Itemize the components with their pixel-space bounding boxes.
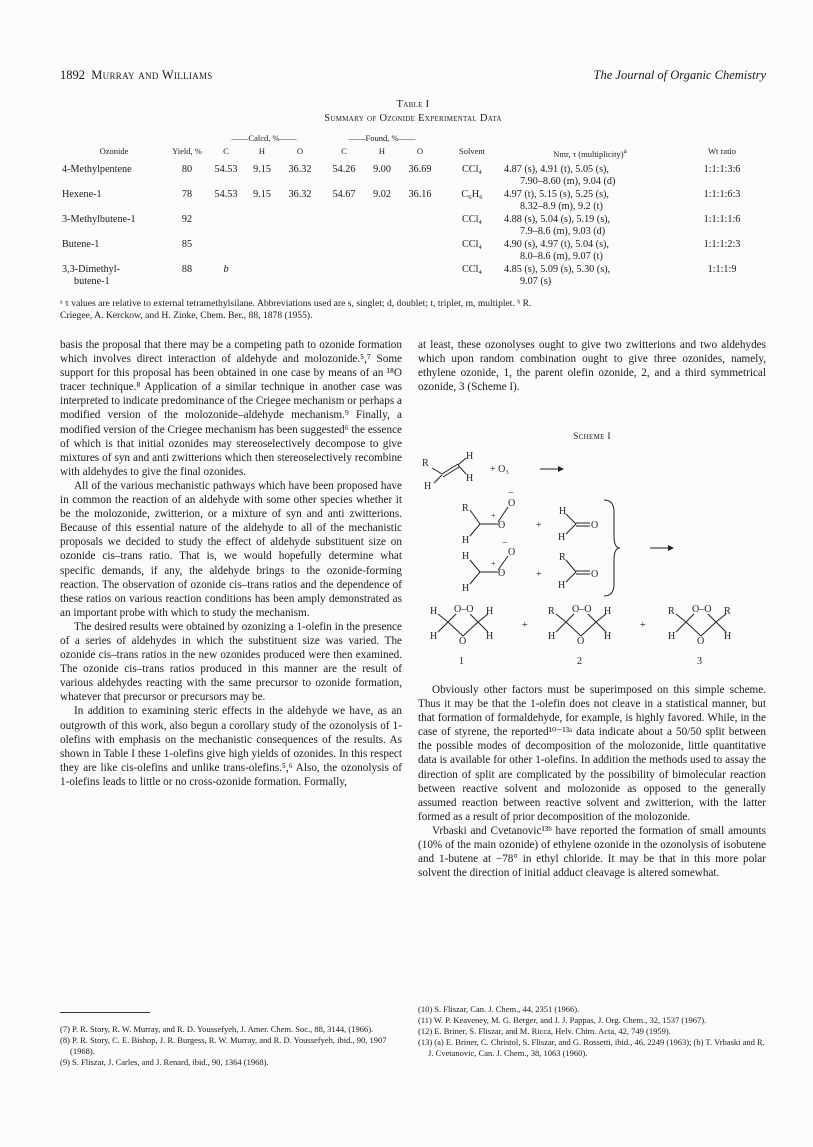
svg-text:+: + <box>491 559 496 568</box>
svg-text:H: H <box>558 580 566 591</box>
col-calc-c: C <box>223 145 229 156</box>
olefin-structure <box>432 458 466 483</box>
svg-text:H: H <box>466 451 474 462</box>
svg-text:H: H <box>604 631 612 642</box>
svg-text:O–O: O–O <box>692 604 712 615</box>
brace <box>604 500 620 596</box>
references-left <box>60 1024 400 1068</box>
reference: (11) W. P. Keaveney, M. G. Berger, and J. J. Pappas, J. Org. Chem., 32, 1537 (1967). <box>418 1015 707 1025</box>
arrow-icon <box>650 545 674 551</box>
svg-text:O: O <box>459 636 467 647</box>
svg-text:O: O <box>591 569 599 580</box>
svg-text:H: H <box>548 631 556 642</box>
svg-text:H: H <box>466 473 474 484</box>
col-found-c: C <box>341 145 347 156</box>
col-calc-o: O <box>296 145 304 156</box>
svg-text:R: R <box>548 606 555 617</box>
svg-text:H: H <box>604 606 612 617</box>
svg-text:O–O: O–O <box>572 604 592 615</box>
reference: (8) P. R. Story, C. E. Bishop, J. R. Burgess, R. W. Murray, and R. D. Youssefyeh, ibid., 90, 1907 (1968). <box>60 1035 387 1056</box>
reference: (9) S. Fliszar, J. Carles, and J. Renard, ibid., 90, 1364 (1968). <box>60 1057 269 1067</box>
svg-text:O–O: O–O <box>454 604 474 615</box>
svg-text:O: O <box>697 636 705 647</box>
svg-text:+: + <box>491 511 496 520</box>
table-row: 4-Methylpentene 80 54.53 9.15 36.32 54.26 9.00 36.69 CCl₄ 4.87 (s), 4.91 (t), 5.05 (s), 7.90–8.60 (m), 9.04 (d) 1:1:1:3:6 <box>62 163 741 188</box>
svg-text:O: O <box>577 636 585 647</box>
table-caption <box>60 98 766 126</box>
svg-text:H: H <box>430 631 438 642</box>
running-header <box>60 68 766 88</box>
svg-text:−: − <box>508 488 514 499</box>
svg-text:+: + <box>522 620 528 631</box>
page-number-authors: 1892 Murray and Williams <box>60 68 213 82</box>
table-label: Table I <box>396 99 430 110</box>
scheme-diagram <box>418 432 766 672</box>
svg-text:R: R <box>462 503 469 514</box>
paragraph: All of the various mechanistic pathways which have been proposed have in common the reaction of an aldehyde with some other species whether it be the molozonide, zwitterion, or a mixture of syn and anti zwitterions. Because of this essential nature of the aldehyde to all of the mechanistic proposals we decided to study the effect of aldehyde substituent size on ozonide cis–trans ratio. That is, we would hopefully determine what specific demands, if any, the aldehyde brings to the ozonide-forming reaction. The observation of ozonide cis–trans ratios and the dependence of these ratios on various reaction conditions has been amply demonstrated as an important probe with which to study the mechanism. <box>60 479 402 619</box>
svg-text:O: O <box>508 547 516 558</box>
svg-text:−: − <box>502 538 508 549</box>
reference: (13) (a) E. Briner, C. Christol, S. Fliszar, and G. Rossetti, ibid., 46, 2249 (1963); (b) T. Vrbaski and R. J. Cvetanovic, Can. J. Chem., 38, 1063 (1960). <box>418 1037 765 1058</box>
paragraph: In addition to examining steric effects in the aldehyde we have, as an outgrowth of this work, also begun a corollary study of the ozonolysis of 1-olefins with emphasis on the mechanistic consequences of the results. As shown in Table I these 1-olefins give high yields of ozonides. In this respect they are like cis-olefins and unlike trans-olefins.⁵,⁶ Also, the ozonolysis of 1-olefins leads to little or no cross-ozonide formation. Formally, <box>60 705 402 788</box>
paragraph: basis the proposal that there may be a competing path to ozonide formation which involves direct interaction of aldehyde and molozonide.⁵,⁷ Some support for this proposal has been obtained in one case by means of an ¹⁸O tracer technique.⁸ Application of a similar technique in another case was interpreted to indicate predominance of the Criegee mechanism or perhaps a modified version of the molozonide–aldehyde mechanism.⁹ Finally, a modified version of the Criegee mechanism has been suggested⁶ the essence of which is that initial ozonides may stereoselectively decompose to give mixtures of syn and anti zwitterions which then stereoselectively recombine with aldehydes to give the final ozonides. <box>60 339 402 478</box>
scheme-i <box>418 432 766 672</box>
col-found-o: O <box>416 145 424 156</box>
reference: (10) S. Fliszar, Can. J. Chem., 44, 2351 (1966). <box>418 1004 580 1014</box>
col-found-h: H <box>378 145 386 156</box>
col-calc-h: H <box>258 145 266 156</box>
table-footnote: ᵃ τ values are relative to external tetramethylsilane. Abbreviations used are s, singlet; d, doublet; t, triplet, m, multiplet. ᵇ R. Criegee, A. Kerckow, and H. Zinke, Chem. Ber., 88, 1878 (1955). <box>60 298 532 321</box>
col-solvent: Solvent <box>459 145 485 156</box>
svg-text:H: H <box>486 606 494 617</box>
ozonide-label-2: 2 <box>577 656 582 667</box>
table-title: Summary of Ozonide Experimental Data <box>324 113 502 124</box>
left-column <box>60 338 402 789</box>
svg-text:O: O <box>508 498 516 509</box>
table-group-header <box>60 132 766 145</box>
arrow-icon <box>540 466 564 472</box>
ozonide-structures <box>438 614 726 636</box>
col-wt-ratio: Wt ratio <box>707 145 737 156</box>
right-column-bottom <box>418 683 766 880</box>
svg-text:H: H <box>668 631 676 642</box>
col-nmr: Nmr, τ (multiplicity)$^a$ <box>553 146 627 159</box>
calcd-group-label: ——Calcd, %—— <box>231 133 297 143</box>
svg-text:H: H <box>558 532 566 543</box>
ozonide-label-1: 1 <box>459 656 464 667</box>
svg-text:H: H <box>424 481 432 492</box>
reference: (7) P. R. Story, R. W. Murray, and R. D. Youssefyeh, J. Amer. Chem. Soc., 88, 3144, (1966). <box>60 1024 374 1034</box>
svg-text:R: R <box>724 606 731 617</box>
svg-text:H: H <box>559 506 567 517</box>
table-row: Hexene-1 78 54.53 9.15 36.32 54.67 9.02 36.16 C₆H₆ 4.97 (t), 5.15 (s), 5.25 (s), 8.32–8.9 (m), 9.2 (t) 1:1:1:6:3 <box>62 188 741 213</box>
svg-text:R: R <box>668 606 675 617</box>
svg-text:R: R <box>422 458 429 469</box>
paragraph: at least, these ozonolyses ought to give two zwitterions and two aldehydes which upon random combination ought to give three ozonides, namely, ethylene ozonide, 1, the parent olefin ozonide, 2, and a third symmetrical ozonide, 3 (Scheme I). <box>418 339 766 394</box>
svg-text:H: H <box>724 631 732 642</box>
svg-text:H: H <box>462 551 470 562</box>
svg-text:O: O <box>498 568 506 579</box>
aldehyde-structure <box>566 514 590 582</box>
table-column-header <box>60 145 766 164</box>
svg-text:R: R <box>559 552 566 563</box>
paragraph: Vrbaski and Cvetanovic¹³ᵇ have reported the formation of small amounts (10% of the main ozonide) of ethylene ozonide in the ozonolysis of isobutene and 1-butene at −78° in ethyl chloride. It may be that in this more polar solvent the direction of initial adduct cleavage is altered somewhat. <box>418 824 766 880</box>
scheme-title: Scheme I <box>573 432 611 442</box>
table-row: Butene-1 85 CCl₄ 4.90 (s), 4.97 (t), 5.04 (s), 8.0–8.6 (m), 9.07 (t) 1:1:1:2:3 <box>62 238 741 263</box>
col-ozonide: Ozonide <box>99 145 129 156</box>
svg-text:O: O <box>591 520 599 531</box>
svg-text:+: + <box>536 520 542 531</box>
svg-text:O: O <box>498 520 506 531</box>
table-row: 3-Methylbutene-1 92 CCl₄ 4.88 (s), 5.04 (s), 5.19 (s), 7.9–8.6 (m), 9.03 (d) 1:1:1:1:6 <box>62 213 741 238</box>
footnote-rule <box>60 1012 150 1013</box>
svg-text:H: H <box>462 583 470 594</box>
reference: (12) E. Briner, S. Fliszar, and M. Ricca, Helv. Chim. Acta, 42, 749 (1959). <box>418 1026 671 1036</box>
paragraph: The desired results were obtained by ozonizing a 1-olefin in the presence of a series of aldehydes in which the substituent size was varied. The ozonide cis–trans ratios in the new ozonides produced were then examined. The ozonide cis–trans ratios produced in this manner are the result of various aldehydes reacting with the same precursor to ozonide formation, whatever that precursor or precursors may be. <box>60 620 402 704</box>
right-column-top <box>418 338 766 394</box>
svg-text:H: H <box>430 606 438 617</box>
ozonide-data-table <box>60 132 766 289</box>
paragraph: Obviously other factors must be superimposed on this simple scheme. Thus it may be that the 1-olefin does not cleave in a statistical manner, but that formation of formaldehyde, for example, is highly favored. While, in the case of styrene, the reported¹⁰⁻¹³ᵃ data indicate about a 50/50 split between the possible modes of decomposition of the molozonide, little quantitative data is available for other 1-olefins. In addition the methods used to assay the direction of split are complicated by the possibility of bimolecular reaction between reactive solvent and molozonide as opposed to the generally assumed reaction between reactive solvent and zwitterion, with the latter formed as a result of prior decomposition of the molozonide. <box>418 684 766 823</box>
found-group-label: ——Found, %—— <box>348 133 416 143</box>
svg-text:H: H <box>462 535 470 546</box>
svg-text:+: + <box>536 569 542 580</box>
references-right <box>418 1004 766 1059</box>
svg-text:+: + <box>640 620 646 631</box>
svg-text:H: H <box>486 631 494 642</box>
table-row: 3,3-Dimethyl- butene-1 88 b CCl₄ 4.85 (s), 5.09 (s), 5.30 (s), 9.07 (s) 1:1:1:9 <box>62 263 737 288</box>
journal-name: The Journal of Organic Chemistry <box>593 68 766 82</box>
col-yield: Yield, % <box>172 145 202 156</box>
ozone-label: + O₃ <box>490 464 509 475</box>
ozonide-label-3: 3 <box>697 656 702 667</box>
